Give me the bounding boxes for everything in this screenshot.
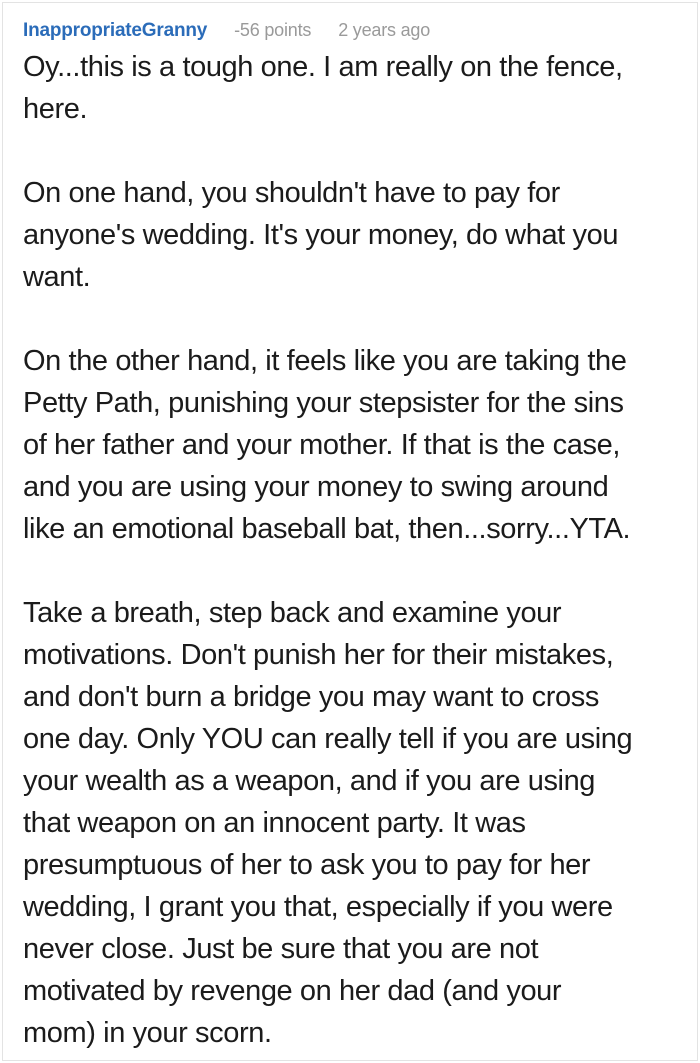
comment-line: motivations. Don't punish her for their mistakes, <box>23 639 614 671</box>
comment-line: of her father and your mother. If that is the case, <box>23 429 620 461</box>
comment-line: On one hand, you shouldn't have to pay for <box>23 177 560 209</box>
comment-line: here. <box>23 93 88 125</box>
comment-paragraph <box>23 592 679 1054</box>
comment-line: one day. Only YOU can really tell if you are using <box>23 723 633 755</box>
comment-paragraph <box>23 172 679 298</box>
comment-paragraph <box>23 340 679 550</box>
comment-timestamp: 2 years ago <box>338 20 431 40</box>
comment-line: never close. Just be sure that you are not <box>23 933 539 965</box>
comment-line: Take a breath, step back and examine your <box>23 597 562 629</box>
comment-paragraph <box>23 46 679 130</box>
comment-line: presumptuous of her to ask you to pay for her <box>23 849 591 881</box>
comment-line: anyone's wedding. It's your money, do what you <box>23 219 619 251</box>
comment-header <box>23 17 679 44</box>
comment-line: that weapon on an innocent party. It was <box>23 807 526 839</box>
comment-line: wedding, I grant you that, especially if you were <box>23 891 613 923</box>
comment-card <box>2 2 698 1061</box>
comment-line: and you are using your money to swing around <box>23 471 609 503</box>
comment-line: mom) in your scorn. <box>23 1017 272 1049</box>
comment-line: your wealth as a weapon, and if you are using <box>23 765 596 797</box>
comment-username-link[interactable]: InappropriateGranny <box>23 20 208 41</box>
comment-line: On the other hand, it feels like you are taking the <box>23 345 627 377</box>
comment-line: motivated by revenge on her dad (and your <box>23 975 562 1007</box>
comment-line: Oy...this is a tough one. I am really on the fence, <box>23 51 623 83</box>
comment-line: like an emotional baseball bat, then...sorry...YTA. <box>23 513 631 545</box>
comment-line: and don't burn a bridge you may want to cross <box>23 681 599 713</box>
comment-body <box>23 46 679 1054</box>
comment-line: Petty Path, punishing your stepsister for the sins <box>23 387 624 419</box>
comment-line: want. <box>23 261 91 293</box>
comment-points: -56 points <box>234 20 312 40</box>
